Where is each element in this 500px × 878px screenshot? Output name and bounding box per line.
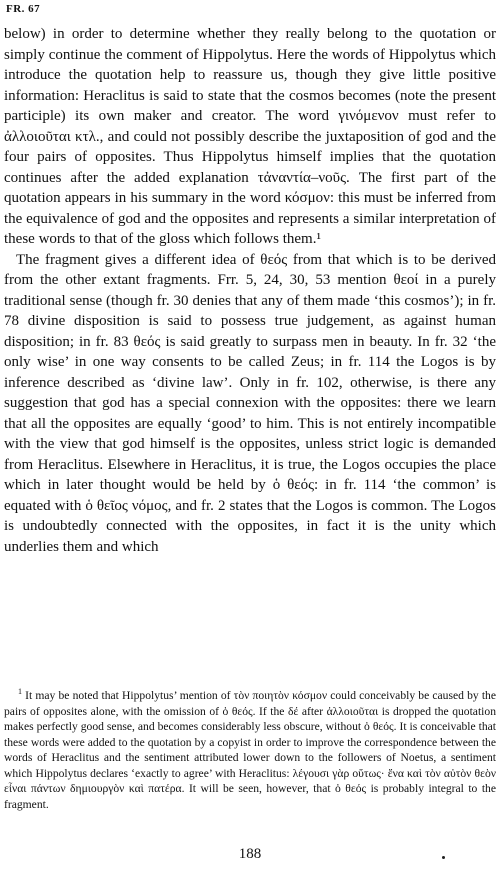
main-text [4, 24, 496, 557]
footnote-text: It may be noted that Hippolytus’ mention of τὸν ποιητὸν κόσμον could conceivably be caused by the pairs of opposites alone, with the omission of ὁ θεός. If the δέ after ἀλλοιοῦται is dropped the quotation makes perfectly good sense, and becomes considerably less obscure, without ὁ θεός. It is conceivable that these words were added to the quotation by a copyist in order to improve the correspondence between the words of Heraclitus and the sentiment attributed lower down to the followers of Noetus, a sentiment which Hippolytus declares ‘exactly to agree’ with Heraclitus: λέγουσι γὰρ οὕτως· ἕνα καὶ τὸν αὐτὸν θεὸν εἶναι πάντων δημιουργὸν καὶ πατέρα. It will be seen, however, that ὁ θεός is probably integral to the fragment. [4, 689, 496, 811]
footnote-1 [4, 688, 496, 812]
page-number: 188 [238, 846, 262, 862]
paragraph-2: The fragment gives a different idea of θεός from that which is to be derived from the other extant fragments. Frr. 5, 24, 30, 53 mention θεοί in a purely traditional sense (though fr. 30 denies that any of them made ‘this cosmos’); in fr. 78 divine disposition is said to possess true judgement, as against human disposition; in fr. 83 θεός is said greatly to surpass men in beauty. In fr. 32 ‘the only wise’ in one way consents to be called Zeus; in fr. 114 the Logos is by inference described as ‘divine law’. Only in fr. 102, otherwise, is there any suggestion that god has a special connexion with the opposites: there we learn that all the opposites are equally ‘good’ to him. This is not entirely incompatible with the view that god himself is the opposites, unless strict logic is demanded from Heraclitus. Elsewhere in Heraclitus, it is true, the Logos occupies the place which in later thought would be held by ὁ θεός: in fr. 114 ‘the common’ is equated with ὁ θεῖος νόμος, and fr. 2 states that the Logos is common. The Logos is undoubtedly connected with the opposites, in fact it is the unity which underlies them and which [4, 251, 496, 555]
paragraph-1: below) in order to determine whether they really belong to the quotation or simply continue the comment of Hippolytus. Here the words of Hippolytus which introduce the quotation help to reassure us, though they give little positive information: Heraclitus is said to state that the cosmos becomes (note the present participle) its own maker and creator. The word γινόμενον must refer to ἀλλοιοῦται κτλ., and could not possibly describe the juxtaposition of god and the four pairs of opposites. Thus Hippolytus himself implies that the quotation continues after the added explanation τἀναντία–νοῦς. The first part of the quotation appears in his summary in the word κόσμον: this must be inferred from the equivalence of god and the opposites and represents a similar interpretation of these words to that of the gloss which follows them.¹ [4, 26, 496, 247]
running-head: FR. 67 [6, 3, 41, 15]
scan-speck [442, 856, 445, 859]
footnote-marker: 1 [18, 687, 22, 697]
footnote-block [4, 688, 496, 812]
